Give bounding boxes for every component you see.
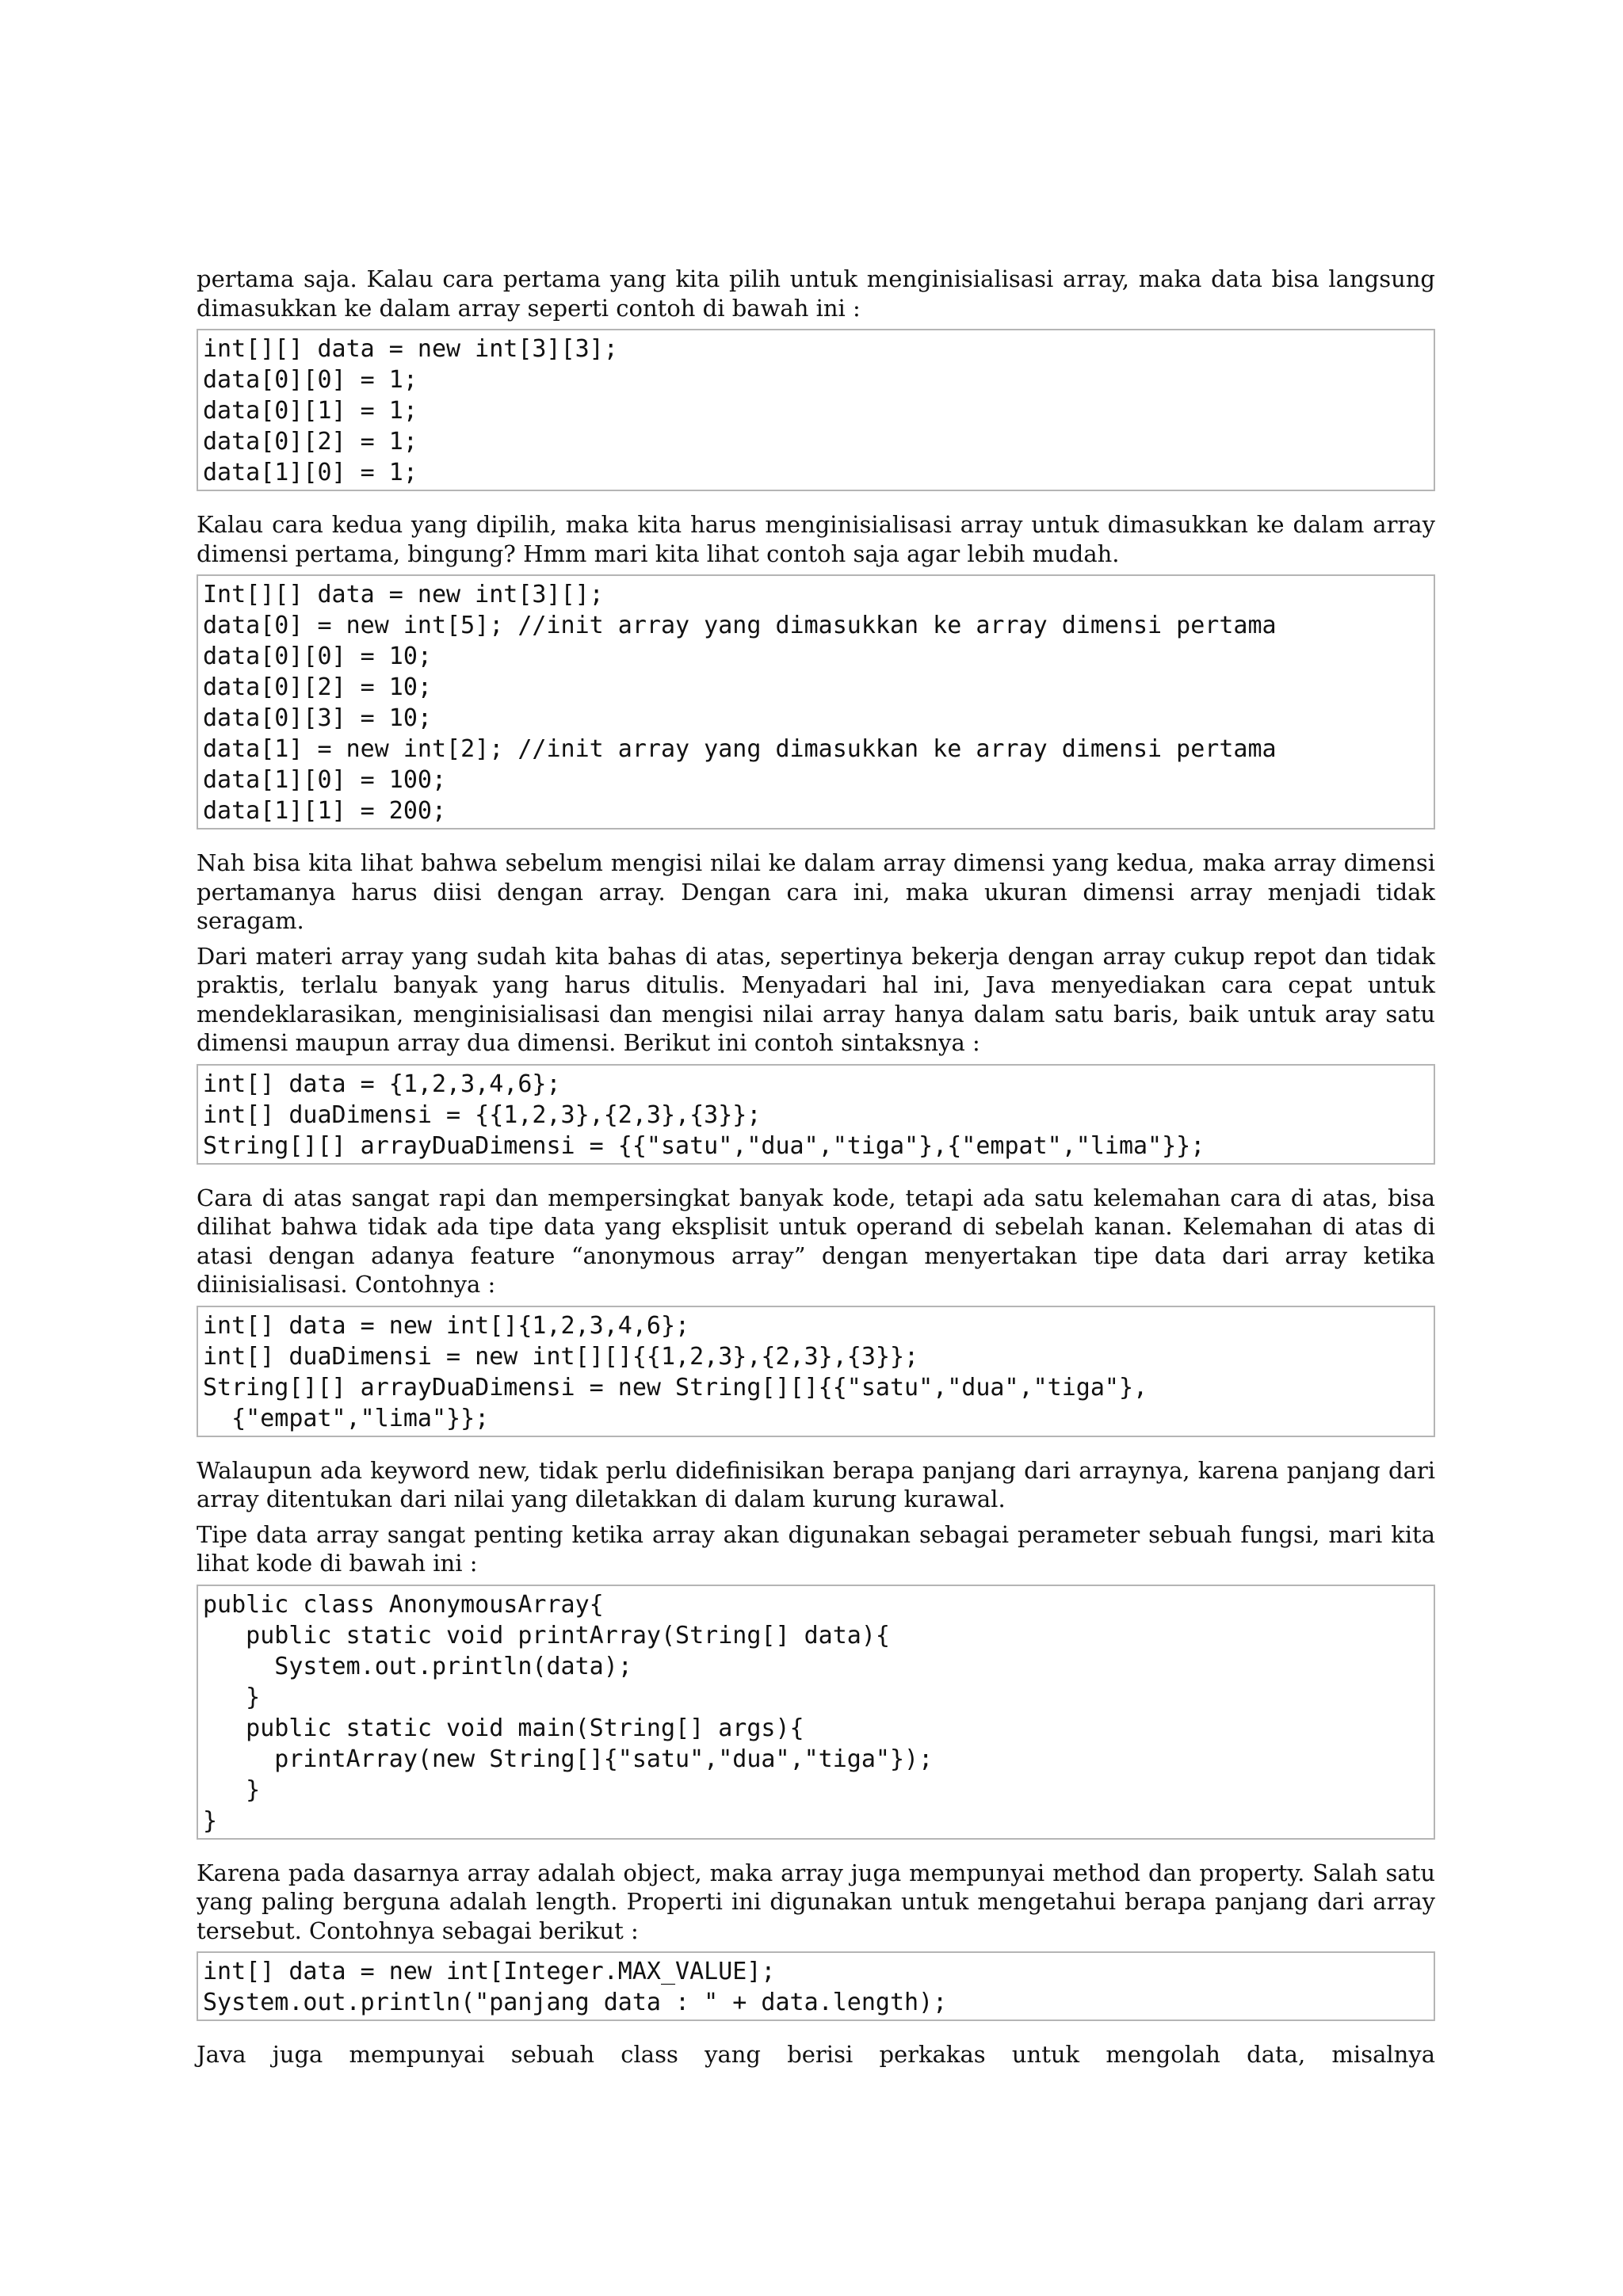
para-cara-kedua: Kalau cara kedua yang dipilih, maka kita harus menginisialisasi array untuk dimasukkan ke dalam array dimensi pertama, bingung? Hmm mari kita lihat contoh saja agar lebih mudah. — [197, 511, 1435, 567]
code-line: int[] data = {1,2,3,4,6}; — [203, 1070, 561, 1098]
code-line: data[1][0] = 1; — [203, 459, 418, 486]
code-line: String[][] arrayDuaDimensi = new String[][]{{"satu","dua","tiga"}, — [203, 1373, 1148, 1402]
code-line: } — [203, 1775, 261, 1804]
code-line: data[0][2] = 1; — [203, 428, 418, 456]
code-line: data[0][2] = 10; — [203, 673, 432, 701]
para-java-juga: Java juga mempunyai sebuah class yang berisi perkakas untuk mengolah data, misalnya — [197, 2041, 1435, 2068]
code-line: int[] data = new int[Integer.MAX_VALUE]; — [203, 1958, 776, 1985]
code-line: System.out.println("panjang data : " + data.length); — [203, 1989, 948, 2016]
code-line: public class AnonymousArray{ — [203, 1590, 604, 1619]
code-line: {"empat","lima"}}; — [203, 1404, 490, 1432]
para-karena: Karena pada dasarnya array adalah object, maka array juga mempunyai method dan property. Salah satu yang paling berguna adalah length. Properti ini digunakan untuk mengetahui berapa panjang dari array tersebut. Contohnya sebagai berikut : — [197, 1859, 1435, 1944]
code-line: data[0][0] = 10; — [203, 643, 432, 670]
code-line: public static void printArray(String[] data){ — [203, 1621, 890, 1650]
code-line: } — [203, 1806, 218, 1835]
code-block-2 — [197, 574, 1435, 830]
para-tipe-data: Tipe data array sangat penting ketika array akan digunakan sebagai perameter sebuah fungsi, mari kita lihat kode di bawah ini : — [197, 1520, 1435, 1577]
code-line: int[][] data = new int[3][3]; — [203, 335, 618, 363]
code-line: data[0][1] = 1; — [203, 397, 418, 425]
code-block-3 — [197, 1064, 1435, 1165]
para-dari-materi: Dari materi array yang sudah kita bahas di atas, sepertinya bekerja dengan array cukup repot dan tidak praktis, terlalu banyak yang harus ditulis. Menyadari hal ini, Java menyediakan cara cepat untuk mendeklarasikan, menginisialisasi dan mengisi nilai array hanya dalam satu baris, baik untuk aray satu dimensi maupun array dua dimensi. Berikut ini contoh sintaksnya : — [197, 942, 1435, 1056]
code-line: } — [203, 1683, 261, 1711]
code-line: int[] data = new int[]{1,2,3,4,6}; — [203, 1311, 690, 1340]
code-line: System.out.println(data); — [203, 1652, 632, 1680]
code-line: String[][] arrayDuaDimensi = {{"satu","dua","tiga"},{"empat","lima"}}; — [203, 1131, 1205, 1160]
code-block-6 — [197, 1951, 1435, 2021]
para-cara-di-atas: Cara di atas sangat rapi dan mempersingkat banyak kode, tetapi ada satu kelemahan cara di atas, bisa dilihat bahwa tidak ada tipe data yang eksplisit untuk operand di sebelah kanan. Kelemahan di atas di atasi dengan adanya feature “anonymous array” dengan menyertakan tipe data dari array ketika diinisialisasi. Contohnya : — [197, 1184, 1435, 1298]
code-line: data[0][0] = 1; — [203, 366, 418, 394]
document-page — [197, 265, 1435, 2076]
code-block-4 — [197, 1306, 1435, 1437]
code-line: public static void main(String[] args){ — [203, 1714, 804, 1742]
code-line: int[] duaDimensi = {{1,2,3},{2,3},{3}}; — [203, 1100, 762, 1129]
para-walaupun: Walaupun ada keyword new, tidak perlu didefinisikan berapa panjang dari arraynya, karena panjang dari array ditentukan dari nilai yang diletakkan di dalam kurung kurawal. — [197, 1456, 1435, 1512]
code-line: data[1][0] = 100; — [203, 766, 447, 794]
code-line: int[] duaDimensi = new int[][]{{1,2,3},{2,3},{3}}; — [203, 1342, 919, 1371]
para-intro: pertama saja. Kalau cara pertama yang kita pilih untuk menginisialisasi array, maka data bisa langsung dimasukkan ke dalam array seperti contoh di bawah ini : — [197, 265, 1435, 322]
code-block-1 — [197, 329, 1435, 491]
code-line: data[0] = new int[5]; //init array yang dimasukkan ke array dimensi pertama — [203, 612, 1277, 639]
code-block-5 — [197, 1585, 1435, 1840]
code-line: data[1] = new int[2]; //init array yang dimasukkan ke array dimensi pertama — [203, 735, 1277, 763]
code-line: Int[][] data = new int[3][]; — [203, 581, 604, 608]
para-nah-bisa: Nah bisa kita lihat bahwa sebelum mengisi nilai ke dalam array dimensi yang kedua, maka array dimensi pertamanya harus diisi dengan array. Dengan cara ini, maka ukuran dimensi array menjadi tidak seragam. — [197, 849, 1435, 934]
code-line: data[1][1] = 200; — [203, 797, 447, 825]
code-line: printArray(new String[]{"satu","dua","tiga"}); — [203, 1745, 934, 1773]
code-line: data[0][3] = 10; — [203, 704, 432, 732]
